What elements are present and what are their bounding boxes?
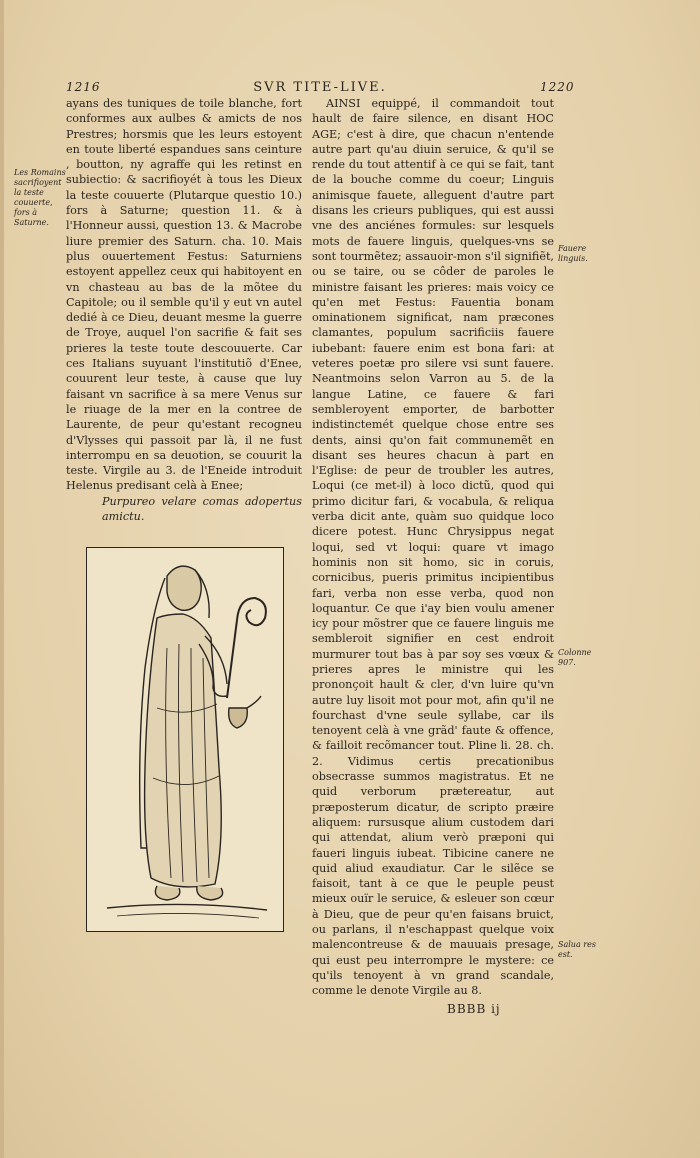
page-fold xyxy=(0,0,4,1158)
paragraph: AINSI equippé, il commandoit tout hault de faire silence, en disant HOC AGE; c'est à dire, que chacun n'entende autre part qu'au diuin seruice, & qu'il se rende du tout attentif à ce qui se fait, tant de la bouche comme du coeur; Linguis animisque fauete, alleguent d'autre part disans les crieurs publiques, qui est aussi vne des anciénes formules: sur lesquels mots de fauere linguis, quelques-vns se sont tourmẽtez; assauoir-mon s'il signifiẽt, ou se taire, ou se côder de paroles le ministre faisant les prieres: mais voicy ce qu'en met Festus: Fauentia bonam ominationem significat, nam præcones clamantes, populum sacrificiis fauere iubebant: fauere enim est bona fari: at veteres poetæ pro silere vsi sunt fauere. Neantmoins selon Varron au 5. de la langue Latine, ce fauere & fari sembleroyent emporter, de barbotter indistinctemét quelque chose entre ses dents, ainsi qu'on fait communemẽt en disant ses heures chacun à part en l'Eglise: de peur de troubler les autres, Loqui (ce met-il) à loco dictũ, quod qui primo dicitur fari, & vocabula, & reliqua verba dicit ante, quàm suo quidque loco dicere potest. Hunc Chrysippus negat loqui, sed vt loqui: quare vt imago hominis non sit homo, sic in coruis, cornicibus, pueris primitus incipientibus fari, verba non esse verba, quod non loquantur. Ce que i'ay bien voulu amener icy pour mõstrer que ce fauere linguis me sembleroit signifier en cest endroit murmurer tout bas à par soy ses vœux & prieres apres le ministre qui les prononçoit hault & cler, d'vn luire qu'vn autre luy lisoit mot pour mot, afin qu'il ne fourchast d'vne seule syllabe, car ils tenoyent celà à vne grãd' faute & offence, & failloit recõmancer tout. Pline li. 28. ch. 2. Vidimus certis precationibus obsecrasse summos magistratus. Et ne quid verborum prætereatur, aut præposterum dicatur, de scripto præire aliquem: rursusque alium custodem dari qui attendat, alium verò præponi qui faueri linguis iubeat. Tibicine canere ne quid aliud exaudiatur. Car le silẽce se faisoit, tant à ce que le peuple peust mieux ouïr le seruice, & esleuer son cœur à Dieu, que de peur qu'en faisans bruict, ou parlans, il n'eschappast quelque voix malencontreuse & de mauuais presage, qui eust peu interrompre le mystere: ce qu'ils tenoyent à vn grand scandale, comme le denote Virgile au 8. xyxy=(312,97,554,996)
right-page-number: 1220 xyxy=(540,80,575,94)
paragraph xyxy=(66,524,302,526)
running-title: SVR TITE-LIVE. xyxy=(253,80,387,95)
right-column xyxy=(312,96,554,996)
margin-note-salua: Salua res est. xyxy=(558,940,596,959)
paragraph: ayans des tuniques de toile blanche, fort conformes aux aulbes & amicts de nos Prestres; horsmis que les leurs estoyent en toute liberté espandues sans ceinture , boutton, ny agraffe qui les retinst en subiectio: & sacrifioyét à tous les Dieux la teste couuerte (Plutarque questio 10.) fors à Saturne; question 11. & à l'Honneur aussi, question 13. & Macrobe liure premier des Saturn. cha. 10. Mais plus ouuertement Festus: Saturniens estoyent appellez ceux qui habitoyent en vn chasteau au bas de la mõtee du Capitole; ou il semble qu'il y eut vn autel dedié à ce Dieu, deuant mesme la guerre de Troye, auquel l'on sacrifie & fait ses prieres la teste toute descouuerte. Car ces Italians suyuant l'institutiõ d'Enee, couurent leur teste, à cause que luy faisant vn sacrifice à sa mere Venus sur le riuage de la mer en la contree de Laurente, de peur qu'estant recogneu d'Vlysses qui passoit par là, il ne fust interrompu en sa deuotion, se couurit la teste. Virgile au 3. de l'Eneide introduit Helenus predisant celà à Enee; xyxy=(66,97,302,493)
margin-note-left: Les Romains sacrifioyent la teste couuerte, fors à Saturne. xyxy=(14,168,66,227)
left-column xyxy=(66,96,302,526)
woodcut-illustration xyxy=(86,547,284,932)
left-page-number: 1216 xyxy=(66,80,101,94)
verse-quote: Purpureo velare comas adopertus amictu. xyxy=(102,494,302,524)
signature-mark: BBBB ij xyxy=(447,1002,501,1016)
margin-note-colonne: Colonne 907. xyxy=(558,648,592,667)
margin-note-fauere: Fauere linguis. xyxy=(558,244,588,263)
priest-figure xyxy=(87,548,283,931)
